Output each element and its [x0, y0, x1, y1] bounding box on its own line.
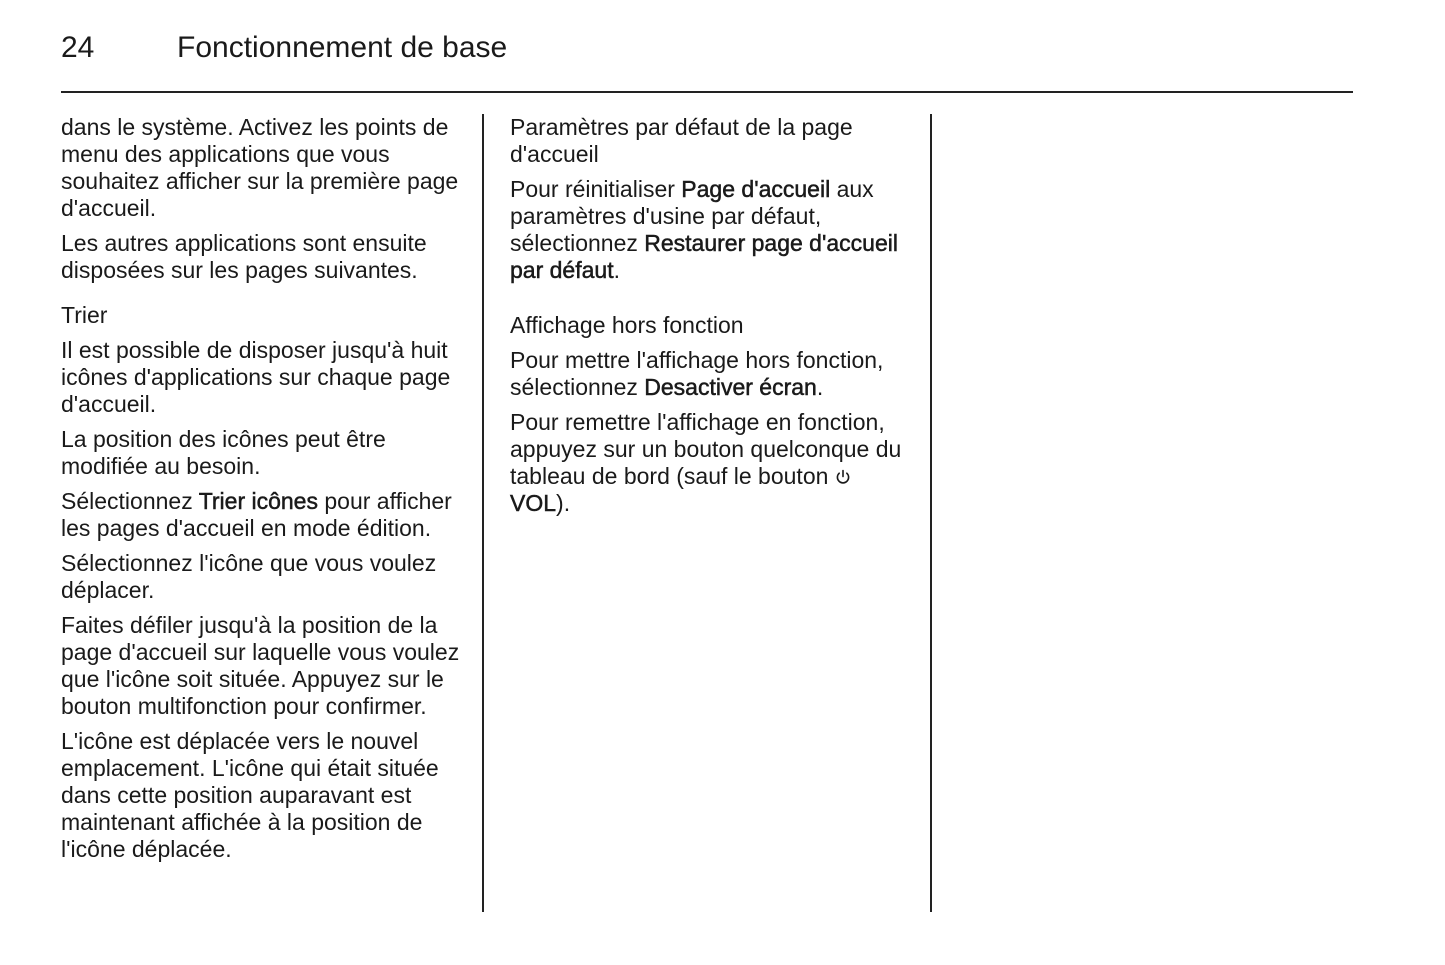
column-left: [61, 114, 466, 871]
page-number: 24: [61, 31, 95, 64]
paragraph-icon-moved: L'icône est déplacée vers le nouvel emplacement. L'icône qui était située dans cette position auparavant est maintenant affichée à la position de l'icône déplacée.: [61, 728, 439, 862]
section-title: Fonctionnement de base: [177, 31, 508, 64]
heading-trier: Trier: [61, 302, 108, 328]
menu-term-trier-icones: Trier icônes: [198, 488, 318, 514]
paragraph-other-apps: Les autres applications sont ensuite disposées sur les pages suivantes.: [61, 230, 427, 283]
paragraph-select-sort: Sélectionnez Trier icônes pour afficher les pages d'accueil en mode édition.: [61, 488, 452, 541]
column-divider-2: [930, 114, 932, 912]
heading-home-defaults: Paramètres par défaut de la page d'accueil: [510, 114, 853, 167]
paragraph-apps-activation: dans le système. Activez les points de menu des applications que vous souhaitez afficher sur la première page d'accueil.: [61, 114, 459, 221]
menu-term-desactiver-ecran: Desactiver écran: [644, 374, 817, 400]
paragraph-select-icon: Sélectionnez l'icône que vous voulez déplacer.: [61, 550, 437, 603]
paragraph-display-on: Pour remettre l'affichage en fonction, appuyez sur un bouton quelconque du tableau de bord (sauf le bouton VOL).: [510, 409, 902, 516]
heading-display-off: Affichage hors fonction: [510, 312, 744, 338]
menu-term-page-accueil: Page d'accueil: [681, 176, 831, 202]
page-header: [61, 28, 1353, 68]
header-rule: [61, 91, 1353, 93]
menu-term-restaurer: Restaurer page d'accueil par défaut: [510, 230, 898, 283]
paragraph-reset-home: Pour réinitialiser Page d'accueil aux paramètres d'usine par défaut, sélectionnez Restaurer page d'accueil par défaut.: [510, 176, 898, 283]
paragraph-eight-icons: Il est possible de disposer jusqu'à huit icônes d'applications sur chaque page d'accueil.: [61, 337, 451, 417]
paragraph-display-off: Pour mettre l'affichage hors fonction, sélectionnez Desactiver écran.: [510, 347, 884, 400]
column-divider-1: [482, 114, 484, 912]
button-term-vol: VOL: [510, 490, 557, 516]
paragraph-icon-position: La position des icônes peut être modifiée au besoin.: [61, 426, 386, 479]
column-middle: [510, 114, 915, 525]
paragraph-scroll-confirm: Faites défiler jusqu'à la position de la page d'accueil sur laquelle vous voulez que l'icône soit située. Appuyez sur le bouton multifonction pour confirmer.: [61, 612, 460, 719]
power-icon: [835, 469, 851, 485]
